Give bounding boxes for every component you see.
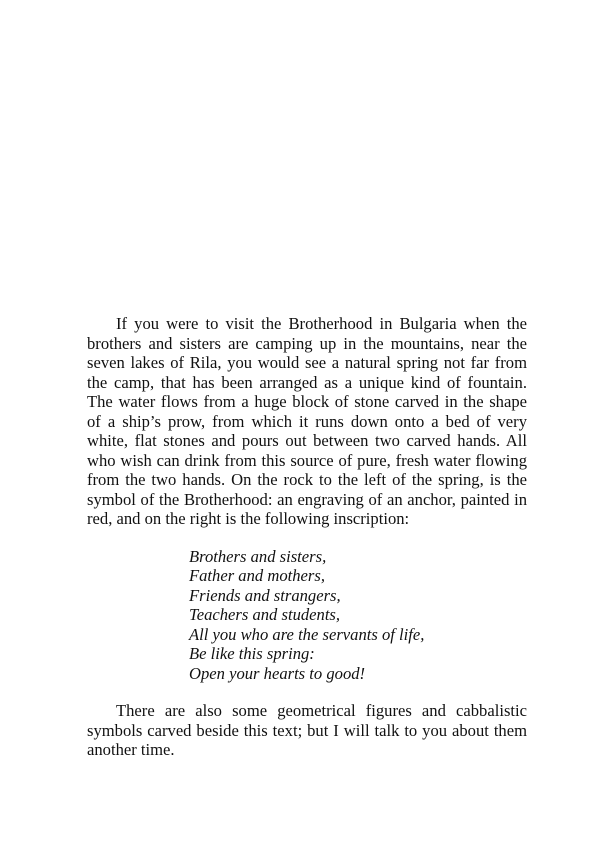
body-paragraph-spring: If you were to visit the Brotherhood in Bulgaria when the brothers and sisters are camping up in the mountains, near the seven lakes of Rila, you would see a natural spring not far from the camp, that has been arranged as a unique kind of fountain. The water flows from a huge block of stone carved in the shape of a ship’s prow, from which it runs down onto a bed of very white, flat stones and pours out between two carved hands. All who wish can drink from this source of pure, fresh water flowing from the two hands. On the rock to the left of the spring, is the symbol of the Brotherhood: an engraving of an anchor, painted in red, and on the right is the following inscription: [87,314,527,528]
poem-line: Father and mothers, [189,566,325,585]
inscription-poem [189,547,527,684]
body-paragraph-symbols: There are also some geometrical figures and cabbalistic symbols carved beside this text; but I will talk to you about them another time. [87,701,527,759]
poem-line: Be like this spring: [189,644,315,663]
poem-line: Brothers and sisters, [189,546,327,566]
text-block [87,314,527,760]
poem-line: All you who are the servants of life, [189,624,425,644]
poem-line: Friends and strangers, [189,585,341,605]
poem-line: Teachers and students, [189,605,341,624]
poem-line: Open your hearts to good! [189,663,366,683]
